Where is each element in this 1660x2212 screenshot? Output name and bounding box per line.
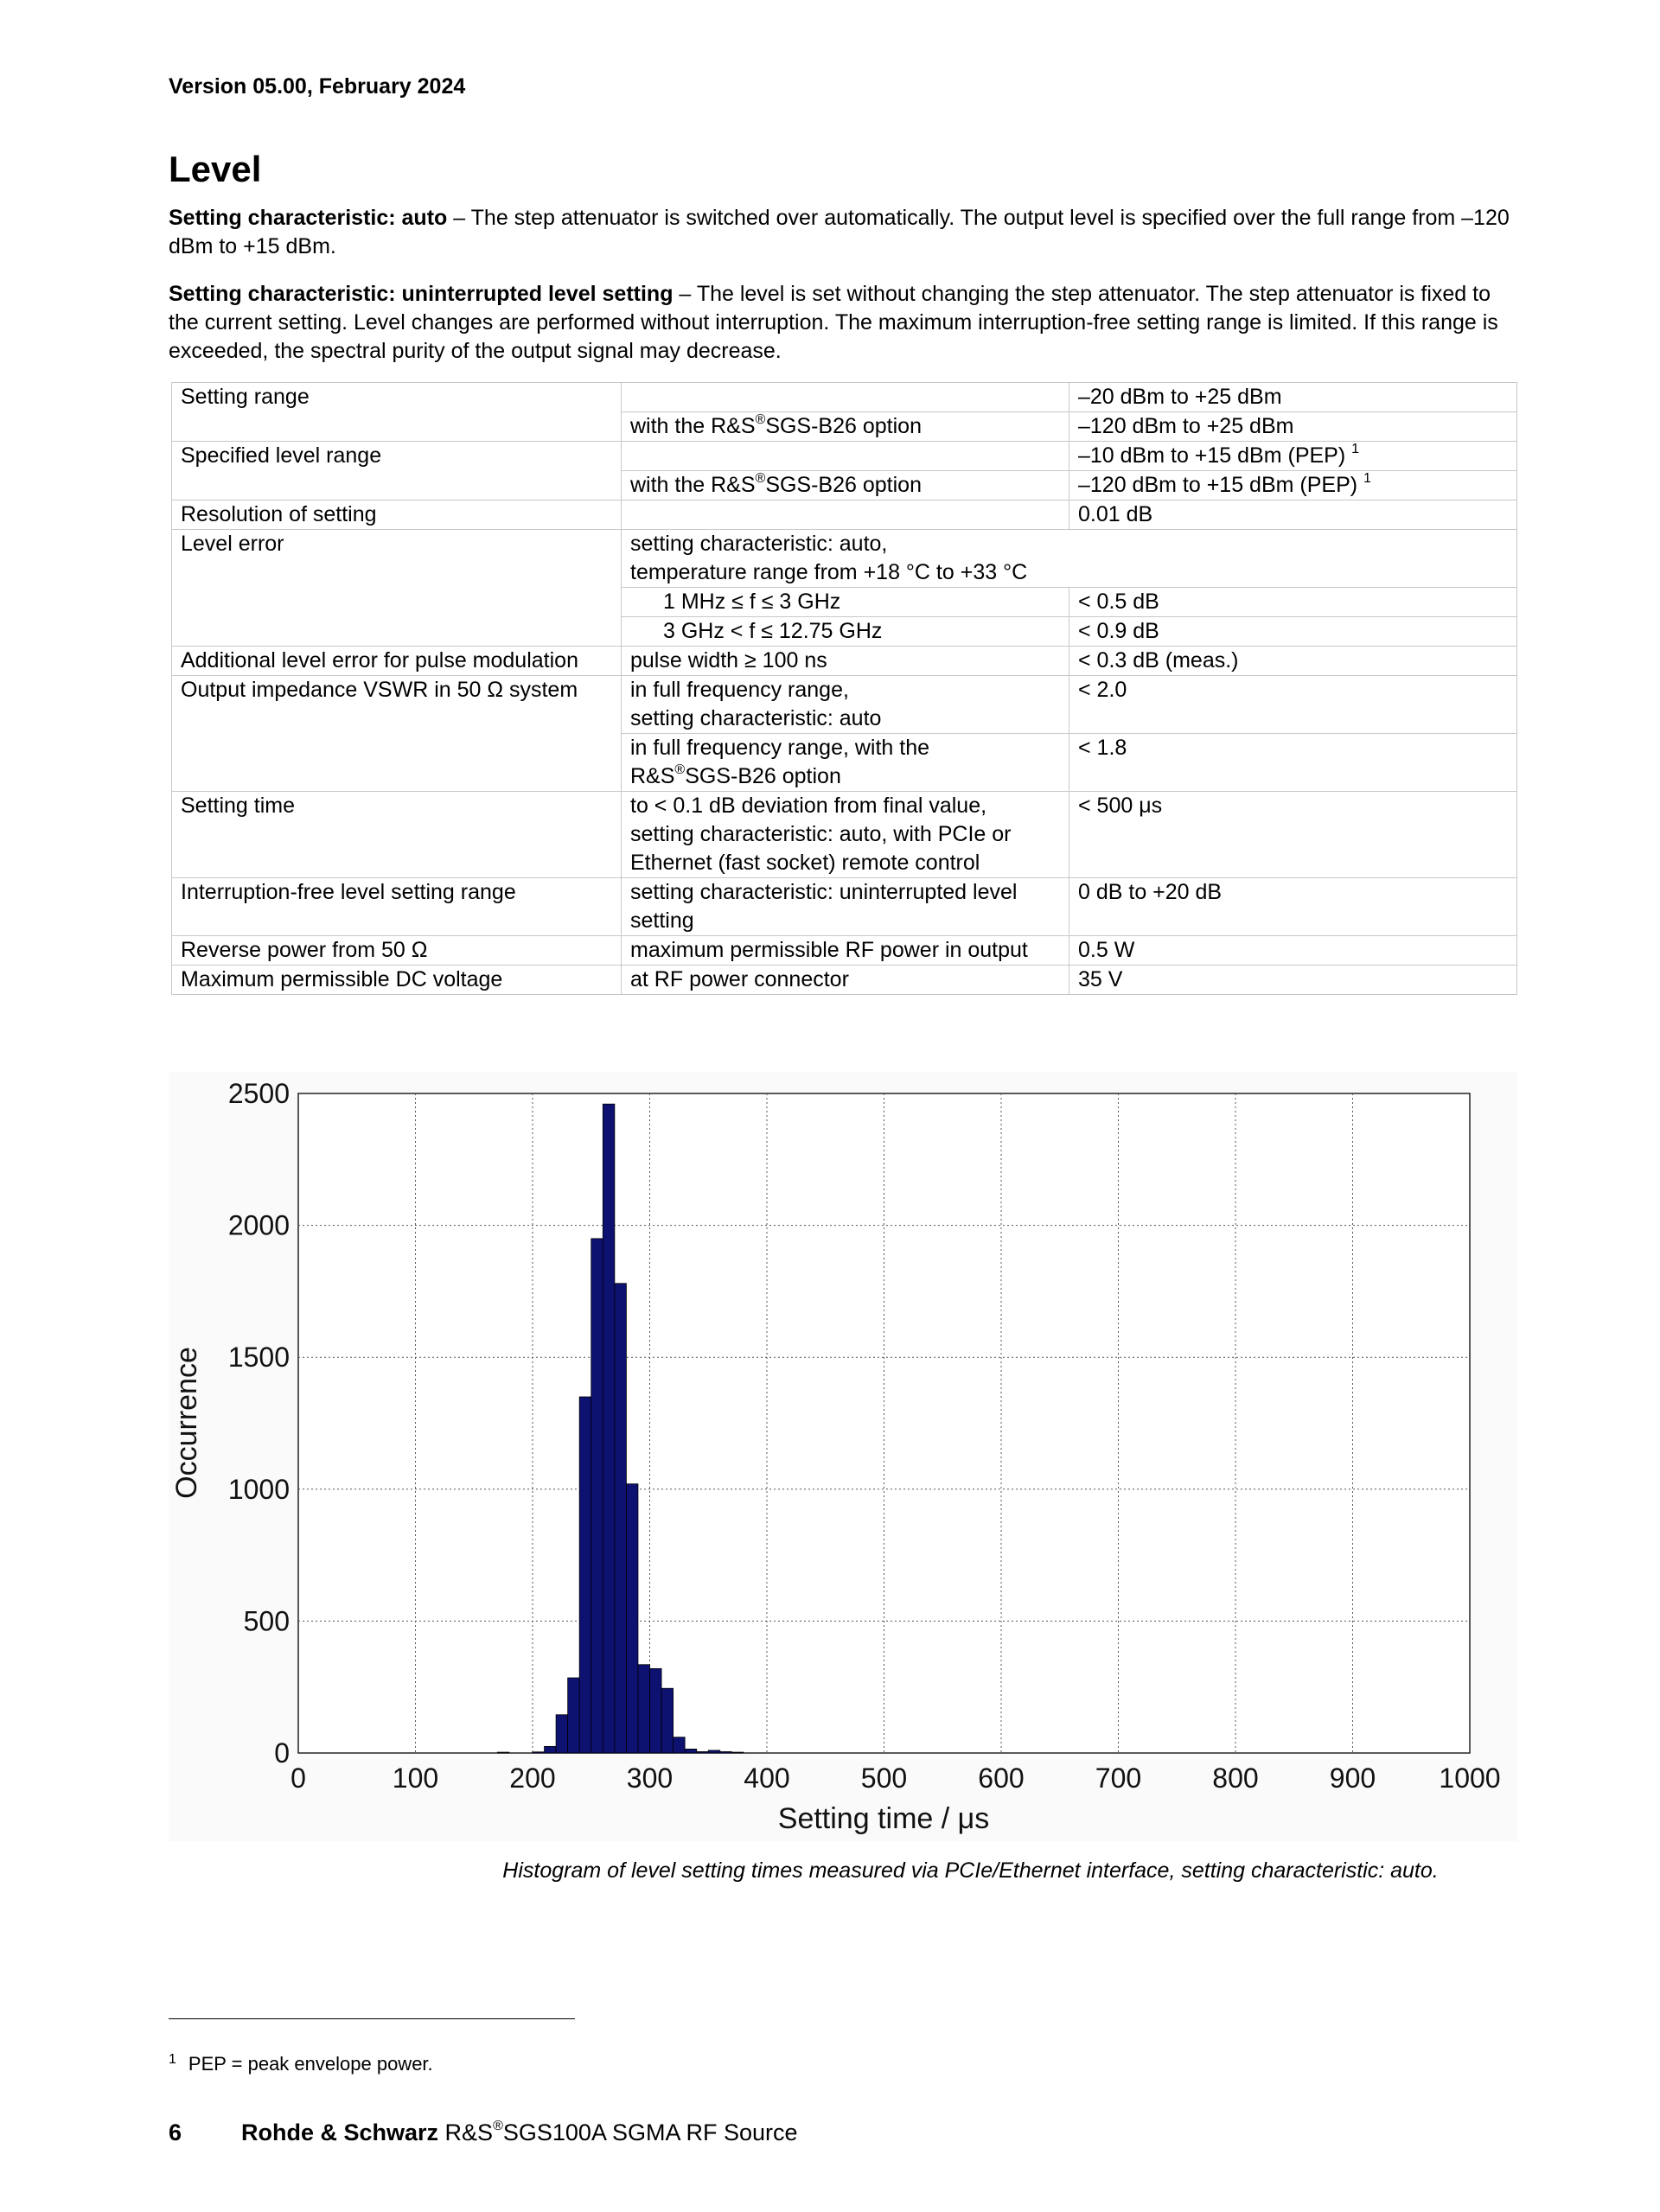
spec-condition: 3 GHz < f ≤ 12.75 GHz (622, 617, 1069, 647)
spec-condition: pulse width ≥ 100 ns (622, 647, 1069, 676)
table-row (172, 471, 1517, 500)
histogram-bar (603, 1104, 615, 1753)
x-axis-label: Setting time / μs (777, 1802, 990, 1835)
spec-condition (622, 442, 1069, 471)
histogram-bar (661, 1688, 674, 1753)
x-tick-label: 800 (1212, 1763, 1259, 1794)
spec-value: –120 dBm to +15 dBm (PEP) $^1$ (1069, 471, 1517, 500)
footnote-ref: 1 (1363, 470, 1371, 486)
spec-value: –10 dBm to +15 dBm (PEP) $^1$ (1069, 442, 1517, 471)
spec-condition: at RF power connector (622, 966, 1069, 995)
level-spec-table (171, 382, 1517, 995)
footnote-text: PEP = peak envelope power. (188, 2053, 433, 2075)
y-tick-label: 0 (274, 1737, 290, 1769)
spec-value: 35 V (1069, 966, 1517, 995)
spec-label: Specified level range (172, 442, 622, 471)
x-tick-label: 400 (744, 1763, 790, 1794)
y-tick-label: 1500 (227, 1342, 290, 1374)
x-tick-label: 0 (290, 1763, 306, 1794)
intro-term: Setting characteristic: auto (169, 206, 448, 230)
table-row (172, 412, 1517, 442)
y-tick-label: 2000 (227, 1209, 290, 1241)
histogram-bar (731, 1752, 744, 1753)
histogram-bar (545, 1746, 557, 1753)
spec-value: < 1.8 (1069, 734, 1517, 792)
spec-value: 0 dB to +20 dB (1069, 878, 1517, 936)
document-version: Version 05.00, February 2024 (169, 74, 466, 99)
spec-condition: with the R&S®SGS-B26 option (622, 412, 1069, 442)
histogram-bar (497, 1752, 509, 1753)
x-tick-label: 500 (860, 1763, 908, 1794)
setting-time-histogram (169, 1072, 1517, 1841)
histogram-bar (568, 1678, 580, 1753)
x-tick-label: 900 (1329, 1763, 1376, 1794)
spec-condition: to < 0.1 dB deviation from final value, setting characteristic: auto, with PCIe or Ethernet (fast socket) remote control (622, 792, 1069, 878)
histogram-bar (579, 1397, 591, 1753)
spec-value: < 0.3 dB (meas.) (1069, 647, 1517, 676)
spec-value: 0.5 W (1069, 936, 1517, 966)
section-title: Level (169, 149, 262, 189)
x-tick-label: 200 (509, 1763, 556, 1794)
spec-label: Reverse power from 50 Ω (172, 936, 622, 966)
spec-value: < 0.5 dB (1069, 588, 1517, 617)
y-axis-label: Occurrence (170, 1347, 203, 1499)
spec-value: < 500 μs (1069, 792, 1517, 878)
x-tick-label: 700 (1095, 1763, 1142, 1794)
histogram-bar (638, 1665, 650, 1753)
spec-label: Additional level error for pulse modulation (172, 647, 622, 676)
spec-value: –20 dBm to +25 dBm (1069, 383, 1517, 412)
spec-label: Maximum permissible DC voltage (172, 966, 622, 995)
footer-product: R&S®SGS100A SGMA RF Source (438, 2119, 798, 2145)
table-row (172, 966, 1517, 995)
footnote-number: 1 (169, 2052, 176, 2067)
histogram-bar (533, 1752, 545, 1753)
table-row (172, 383, 1517, 412)
spec-condition: in full frequency range, with the R&S®SGS-B26 option (622, 734, 1069, 792)
spec-value: –120 dBm to +25 dBm (1069, 412, 1517, 442)
spec-value: < 2.0 (1069, 676, 1517, 734)
intro-term: Setting characteristic: uninterrupted level setting (169, 282, 674, 306)
spec-condition (622, 500, 1069, 530)
spec-label: Output impedance VSWR in 50 Ω system (172, 676, 622, 792)
spec-label: Setting range (172, 383, 622, 412)
spec-value: 0.01 dB (1069, 500, 1517, 530)
intro-paragraph-uninterrupted (169, 280, 1517, 366)
histogram-bar (615, 1284, 627, 1753)
x-tick-label: 1000 (1439, 1763, 1501, 1794)
footer-brand: Rohde & Schwarz (241, 2120, 439, 2145)
footnote-ref: 1 (1351, 441, 1360, 456)
y-tick-label: 500 (243, 1605, 290, 1637)
histogram-bar (650, 1668, 662, 1753)
histogram-bar (720, 1751, 732, 1753)
spec-condition: 1 MHz ≤ f ≤ 3 GHz (622, 588, 1069, 617)
spec-condition: setting characteristic: auto, temperature range from +18 °C to +33 °C (622, 530, 1517, 588)
x-tick-label: 300 (626, 1763, 674, 1794)
page-footer (169, 2120, 798, 2146)
y-tick-label: 1000 (227, 1473, 290, 1505)
spec-label: Resolution of setting (172, 500, 622, 530)
spec-condition: maximum permissible RF power in output (622, 936, 1069, 966)
intro-text: – The step attenuator is switched over automatically. The output level is specified over the full range from –120 dBm to +15 dBm. (169, 206, 1510, 258)
spec-condition: setting characteristic: uninterrupted level setting (622, 878, 1069, 936)
spec-label: Level error (172, 530, 622, 647)
histogram-bar (591, 1239, 603, 1753)
spec-condition: in full frequency range, setting characteristic: auto (622, 676, 1069, 734)
histogram-bar (556, 1715, 568, 1753)
intro-text: – The level is set without changing the step attenuator. The step attenuator is fixed to the current setting. Level changes are performed without interruption. The maximum interruption-free setting range is limited. If this range is exceeded, the spectral purity of the output signal may decrease. (169, 282, 1498, 363)
figure-caption: Histogram of level setting times measured via PCIe/Ethernet interface, setting characteristic: auto. (502, 1858, 1439, 1883)
page-number: 6 (169, 2120, 182, 2145)
spec-label (172, 471, 622, 500)
table-row (172, 936, 1517, 966)
spec-condition: with the R&S®SGS-B26 option (622, 471, 1069, 500)
table-row (172, 500, 1517, 530)
histogram-bar (626, 1484, 638, 1753)
table-row (172, 442, 1517, 471)
histogram-bar (708, 1750, 720, 1753)
x-tick-label: 100 (392, 1763, 439, 1794)
spec-label (172, 412, 622, 442)
table-row (172, 530, 1517, 588)
x-tick-label: 600 (978, 1763, 1025, 1794)
spec-value: < 0.9 dB (1069, 617, 1517, 647)
table-row (172, 792, 1517, 878)
spec-label: Setting time (172, 792, 622, 878)
table-row (172, 878, 1517, 936)
histogram-bar (674, 1737, 686, 1753)
intro-paragraph-auto (169, 204, 1517, 261)
spec-condition (622, 383, 1069, 412)
spec-label: Interruption-free level setting range (172, 878, 622, 936)
footnote (169, 2053, 433, 2075)
table-row (172, 676, 1517, 734)
table-row (172, 647, 1517, 676)
y-tick-label: 2500 (227, 1078, 290, 1109)
histogram-bar (697, 1751, 709, 1753)
footnote-separator (169, 2018, 575, 2019)
histogram-bar (685, 1749, 697, 1753)
